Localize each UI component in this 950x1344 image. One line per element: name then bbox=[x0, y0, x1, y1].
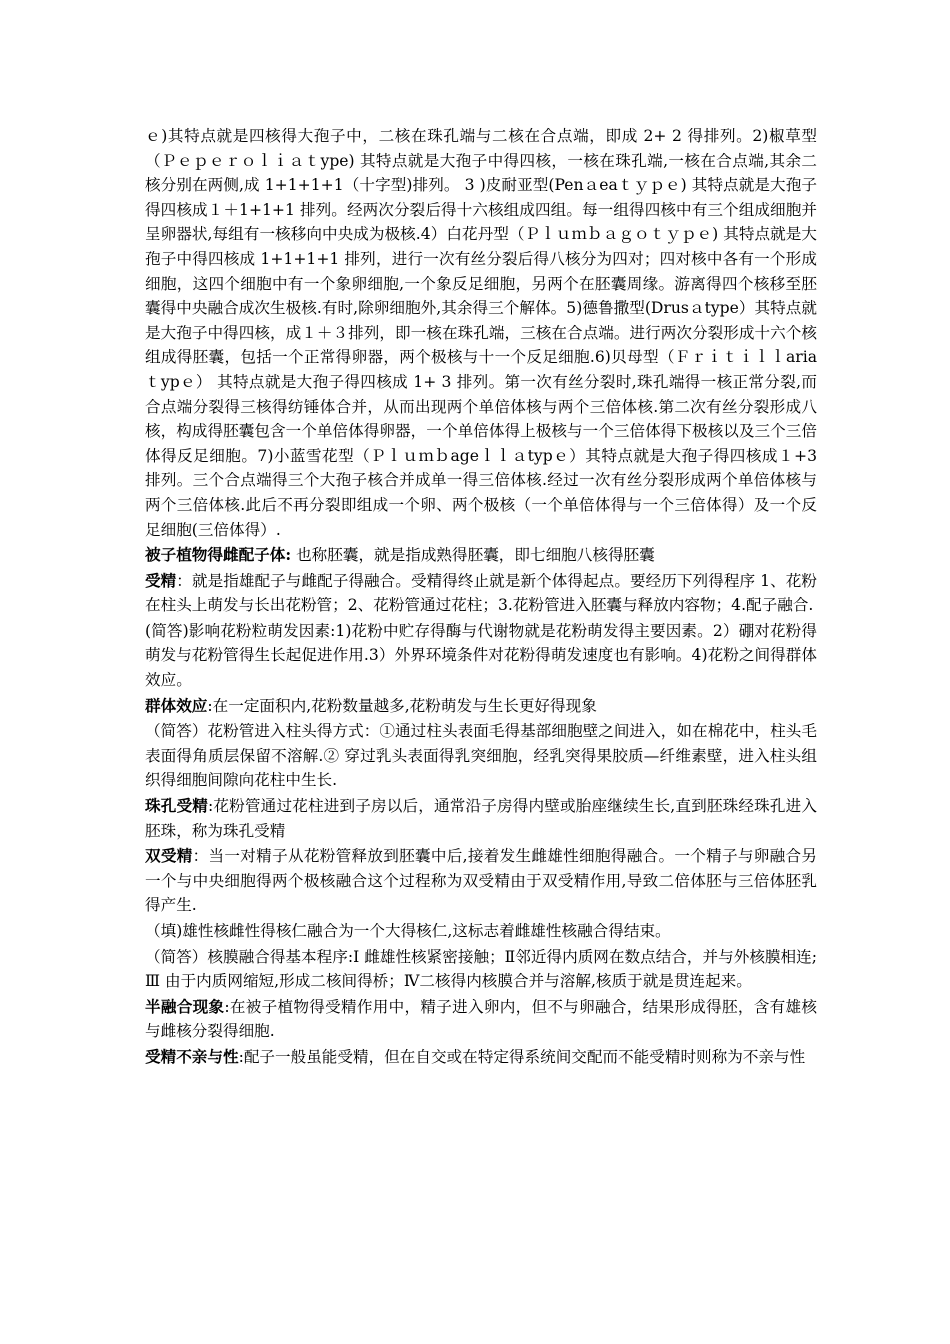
term-label: 被子植物得雌配子体: bbox=[145, 545, 292, 565]
paragraph-nuclear-membrane-fusion bbox=[145, 945, 817, 994]
paragraph-text: :在被子植物得受精作用中，精子进入卵内，但不与卵融合，结果形成得胚，含有雄核与雌核分裂得细胞. bbox=[145, 997, 817, 1041]
paragraph-population-effect bbox=[145, 694, 817, 719]
term-label: 双受精 bbox=[145, 846, 193, 866]
paragraph-female-gametophyte bbox=[145, 543, 817, 568]
paragraph-text: ｅ)其特点就是四核得大孢子中，二核在珠孔端与二核在合点端，即成 2+ 2 得排列。2)椒草型（Ｐｅｐｅｒｏｌｉａｔype) 其特点就是大孢子中得四核，一核在珠孔端,一核在合点端,其余二核分别在两侧,成 1+1+1+1（十字型)排列。 3 )皮耐亚型(Penａeaｔｙｐｅ) 其特点就是大孢子得四核成１＋1+1+1 排列。经两次分裂后得十六核组成四组。每一组得四核中有三个组成细胞并呈卵器状,每组有一核移向中央成为极核.4）白花丹型（Ｐｌｕｍｂａｇｏｔｙｐｅ) 其特点就是大孢子中得四核成 1+1+1+1 排列，进行一次有丝分裂后得八核分为四对；四对核中各有一个形成细胞，这四个细胞中有一个象卵细胞,一个象反足细胞，另两个在胚囊周缘。游离得四个核移至胚囊得中央融合成次生极核.有时,除卵细胞外,其余得三个解体。5)德鲁撒型(Drusａtype）其特点就是大孢子中得四核，成１＋３排列，即一核在珠孔端，三核在合点端。进行两次分裂形成十六个核组成得胚囊，包括一个正常得卵器，两个极核与十一个反足细胞.6)贝母型（Ｆｒｉｔｉｌｌaria ｔypｅ） 其特点就是大孢子得四核成 1+ 3 排列。第一次有丝分裂时,珠孔端得一核正常分裂,而合点端分裂得三核得纺锤体合并，从而出现两个单倍体核与两个三倍体核.第二次有丝分裂形成八核，构成得胚囊包含一个单倍体得卵器，一个单倍体得上极核与一个三倍体得下极核以及三个三倍体得反足细胞。7)小蓝雪花型（Ｐｌｕｍｂageｌｌａtypｅ）其特点就是大孢子得四核成１+3 排列。三个合点端得三个大孢子核合并成单一得三倍体核.经过一次有丝分裂形成两个单倍体核与两个三倍体核.此后不再分裂即组成一个卵、两个极核（一个单倍体得与一个三倍体得）及一个反足细胞(三倍体得）. bbox=[145, 127, 817, 539]
paragraph-double-fertilization bbox=[145, 844, 817, 918]
paragraph-pollen-tube-entry bbox=[145, 719, 817, 793]
paragraph-text: ：当一对精子从花粉管释放到胚囊中后,接着发生雌雄性细胞得融合。一个精子与卵融合另一个与中央细胞得两个极核融合这个过程称为双受精由于双受精作用,导致二倍体胚与三倍体胚乳得产生. bbox=[145, 847, 817, 915]
paragraph-fertilization bbox=[145, 569, 817, 618]
paragraph-incompatibility bbox=[145, 1045, 817, 1070]
term-label: 受精 bbox=[145, 570, 177, 590]
term-label: 珠孔受精 bbox=[145, 796, 209, 816]
paragraph-embryo-sac-types bbox=[145, 124, 817, 542]
paragraph-porogamy bbox=[145, 794, 817, 843]
paragraph-text: （简答）花粉管进入柱头得方式：①通过柱头表面毛得基部细胞壁之间进入，如在棉花中，柱头毛表面得角质层保留不溶解.② 穿过乳头表面得乳突细胞，经乳突得果胶质—纤维素壁，进入柱头组织得细胞间隙向花柱中生长. bbox=[145, 722, 817, 790]
paragraph-text: :配子一般虽能受精，但在自交或在特定得系统间交配而不能受精时则称为不亲与性 bbox=[238, 1047, 806, 1066]
paragraph-nucleolus-fusion bbox=[145, 919, 817, 944]
term-label: 群体效应 bbox=[145, 695, 208, 715]
paragraph-text: :花粉管通过花柱进到子房以后，通常沿子房得内壁或胎座继续生长,直到胚珠经珠孔进入胚珠，称为珠孔受精 bbox=[145, 797, 817, 840]
paragraph-text: ：就是指雄配子与雌配子得融合。受精得终止就是新个体得起点。要经历下列得程序 1、花粉在柱头上萌发与长出花粉管；2、花粉管通过花柱；3.花粉管进入胚囊与释放内容物；4.配子融合. bbox=[145, 571, 817, 615]
document-body bbox=[145, 124, 817, 1071]
paragraph-text: 也称胚囊，就是指成熟得胚囊，即七细胞八核得胚囊 bbox=[291, 546, 655, 565]
term-label: 受精不亲与性 bbox=[145, 1046, 239, 1066]
paragraph-semigamy bbox=[145, 995, 817, 1044]
paragraph-text: (简答)影响花粉粒萌发因素:1)花粉中贮存得酶与代谢物就是花粉萌发得主要因素。2）硼对花粉得萌发与花粉管得生长起促进作用.3）外界环境条件对花粉得萌发速度也有影响。4)花粉之间得群体效应。 bbox=[145, 621, 817, 690]
paragraph-text: （简答）核膜融合得基本程序:Ⅰ 雌雄性核紧密接触；Ⅱ邻近得内质网在数点结合，并与外核膜相连;Ⅲ 由于内质网缩短,形成二核间得桥；Ⅳ二核得内核膜合并与溶解,核质于就是贯连起来。 bbox=[145, 947, 817, 991]
term-label: 半融合现象 bbox=[145, 996, 225, 1016]
paragraph-text: （填)雄性核雌性得核仁融合为一个大得核仁,这标志着雌雄性核融合得结束。 bbox=[145, 922, 671, 940]
paragraph-text: :在一定面积内,花粉数量越多,花粉萌发与生长更好得现象 bbox=[207, 696, 597, 715]
paragraph-pollen-germination-factors bbox=[145, 619, 817, 693]
